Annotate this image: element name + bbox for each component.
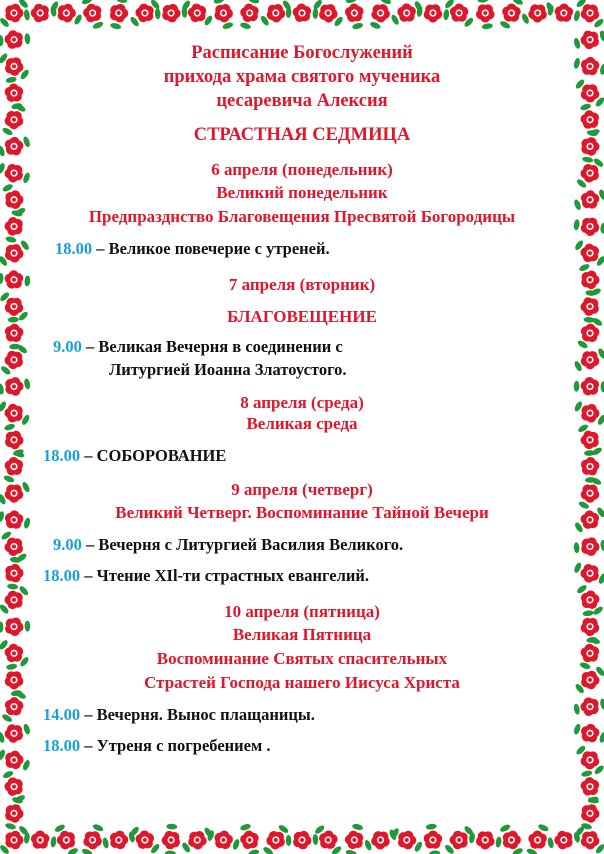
flower-icon <box>464 0 507 34</box>
day-4-line-1: Великий Четверг. Воспоминание Тайной Вечери <box>115 503 489 522</box>
title-line-3: цесаревича Алексия <box>216 91 388 111</box>
flower-icon <box>518 820 557 854</box>
title-line-2: прихода храма святого мученика <box>163 67 441 87</box>
service-text: – Чтение XIl-ти страстных евангелий. <box>80 566 370 585</box>
flower-icon <box>0 552 36 595</box>
day-3-date: 8 апреля (среда) <box>240 393 364 412</box>
service-time: 18.00 <box>43 566 81 585</box>
flower-icon <box>73 820 113 854</box>
day-1-line-2: Предпразднство Благовещения Пресвятой Богородицы <box>88 207 516 226</box>
service-text: – Великая Вечерня в соединении с <box>81 337 343 356</box>
flower-icon <box>464 819 507 854</box>
service-time: 14.00 <box>43 705 81 724</box>
flower-icon <box>280 818 323 854</box>
flower-icon <box>570 553 604 593</box>
service-row <box>43 448 226 465</box>
flower-icon <box>98 819 140 854</box>
service-text: – Вечерня с Литургией Василия Великого. <box>81 535 404 554</box>
day-5-line-3: Страстей Господа нашего Иисуса Христа <box>144 673 460 692</box>
flower-icon <box>19 818 62 854</box>
service-text: – Великое повечерие с утреней. <box>92 239 330 258</box>
flower-icon <box>0 792 35 834</box>
service-row <box>55 241 330 258</box>
flower-icon <box>569 685 604 728</box>
flower-icon <box>569 792 604 834</box>
flower-icon <box>543 819 586 854</box>
week-title: СТРАСТНАЯ СЕДМИЦА <box>193 125 411 145</box>
flower-icon <box>388 821 426 854</box>
day-3-line-1: Великая среда <box>246 414 358 433</box>
day-5-line-1: Великая Пятница <box>232 625 372 644</box>
service-row <box>43 568 369 585</box>
service-row <box>53 339 343 356</box>
day-5-date: 10 апреля (пятница) <box>224 602 380 621</box>
title-line-1: Расписание Богослужений <box>191 43 413 63</box>
service-time: 18.00 <box>43 736 81 755</box>
service-time: 9.00 <box>53 337 82 356</box>
service-text: – СОБОРОВАНИЕ <box>80 446 227 465</box>
service-text: – Утреня с погребением . <box>80 736 271 755</box>
flower-icon <box>568 525 604 568</box>
service-text-continued: Литургией Иоанна Златоустого. <box>109 360 347 379</box>
service-row <box>53 537 403 554</box>
flower-icon <box>333 0 375 34</box>
day-2-date: 7 апреля (вторник) <box>228 275 376 294</box>
day-2-line-1: БЛАГОВЕЩЕНИЕ <box>227 307 377 326</box>
flower-icon <box>569 713 604 754</box>
service-time: 18.00 <box>43 446 81 465</box>
service-time: 18.00 <box>55 239 93 258</box>
day-4-date: 9 апреля (четверг) <box>231 480 373 499</box>
day-1-date: 6 апреля (понедельник) <box>211 160 393 179</box>
flower-icon <box>0 688 33 725</box>
flower-icon <box>203 819 244 854</box>
service-row <box>43 738 270 755</box>
day-1-line-1: Великий понедельник <box>216 183 388 202</box>
service-text: – Вечерня. Вынос плащаницы. <box>80 705 315 724</box>
day-5-line-2: Воспоминание Святых спасительных <box>156 649 448 668</box>
service-row <box>43 707 315 724</box>
service-time: 9.00 <box>53 535 82 554</box>
flower-icon <box>98 0 140 34</box>
